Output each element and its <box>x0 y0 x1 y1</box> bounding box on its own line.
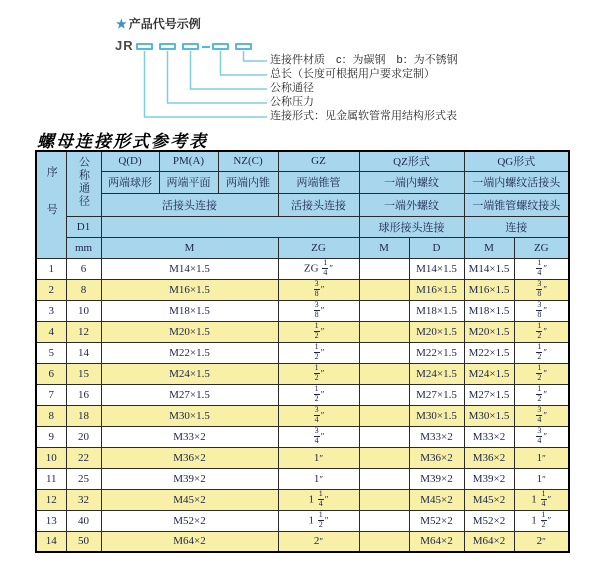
qg-zg-cell: $\frac{1}{2}$ ″ <box>514 384 569 405</box>
mm-cell: 20 <box>66 426 101 447</box>
gz-cell: ZG $\frac{1}{4}$ ″ <box>278 258 359 279</box>
mm-cell: 25 <box>66 468 101 489</box>
header-nz-sub: 两端内锥 <box>218 171 278 193</box>
mm-cell: 40 <box>66 510 101 531</box>
mm-cell: 18 <box>66 405 101 426</box>
gz-cell: $\frac{1}{2}$ ″ <box>278 363 359 384</box>
mm-cell: 14 <box>66 342 101 363</box>
qz-d-cell: M14×1.5 <box>409 258 464 279</box>
header-qg-m: M <box>464 237 514 258</box>
qz-d-cell: M16×1.5 <box>409 279 464 300</box>
gz-cell: 2″ <box>278 531 359 552</box>
qg-zg-cell: $\frac{1}{2}$ ″ <box>514 363 569 384</box>
header-mm: mm <box>66 237 101 258</box>
gz-cell: $\frac{1}{2}$ ″ <box>278 384 359 405</box>
qg-zg-cell: $\frac{1}{4}$ ″ <box>514 258 569 279</box>
qg-zg-cell: 1″ <box>514 447 569 468</box>
table-row <box>36 300 569 321</box>
m-thread-cell: M36×2 <box>101 447 278 468</box>
m-thread-cell: M24×1.5 <box>101 363 278 384</box>
qg-zg-cell: $\frac{3}{8}$ ″ <box>514 300 569 321</box>
header-col-q: Q(D) <box>101 151 159 171</box>
table-row <box>36 363 569 384</box>
seq-cell: 12 <box>36 489 66 510</box>
qg-zg-cell: $\frac{1}{2}$ ″ <box>514 342 569 363</box>
m-thread-cell: M39×2 <box>101 468 278 489</box>
qg-zg-cell: 1 $\frac{1}{2}$ ″ <box>514 510 569 531</box>
qz-d-cell: M20×1.5 <box>409 321 464 342</box>
qz-m-cell <box>359 426 409 447</box>
m-thread-cell: M18×1.5 <box>101 300 278 321</box>
gz-cell: $\frac{3}{4}$ ″ <box>278 426 359 447</box>
label-connection-form: 连接形式：见金属软管常用结构形式表 <box>270 110 457 122</box>
header-empty-cell <box>101 216 359 237</box>
header-qz-m: M <box>359 237 409 258</box>
product-code-diagram <box>0 0 600 128</box>
m-thread-cell: M16×1.5 <box>101 279 278 300</box>
qz-m-cell <box>359 342 409 363</box>
qz-m-cell <box>359 447 409 468</box>
qg-m-cell: M24×1.5 <box>464 363 514 384</box>
qz-d-cell: M45×2 <box>409 489 464 510</box>
label-nominal-pressure: 公称压力 <box>270 96 314 108</box>
qg-m-cell: M27×1.5 <box>464 384 514 405</box>
qg-zg-cell: 1 $\frac{1}{4}$ ″ <box>514 489 569 510</box>
header-col-gz: GZ <box>278 151 359 171</box>
gz-cell: 1 $\frac{1}{4}$ ″ <box>278 489 359 510</box>
mm-cell: 6 <box>66 258 101 279</box>
qg-m-cell: M52×2 <box>464 510 514 531</box>
table-row <box>36 258 569 279</box>
header-col-pm: PM(A) <box>159 151 218 171</box>
header-col-qg: QG形式 <box>464 151 569 171</box>
header-qg-connection: 连接 <box>464 216 569 237</box>
header-col-qz: QZ形式 <box>359 151 464 171</box>
qg-m-cell: M39×2 <box>464 468 514 489</box>
qz-m-cell <box>359 405 409 426</box>
gz-cell: 1 $\frac{1}{2}$ ″ <box>278 510 359 531</box>
header-q-sub: 两端球形 <box>101 171 159 193</box>
star-icon: ★ <box>116 17 127 31</box>
mm-cell: 8 <box>66 279 101 300</box>
seq-cell: 8 <box>36 405 66 426</box>
gz-cell: $\frac{1}{2}$ ″ <box>278 342 359 363</box>
table-row <box>36 279 569 300</box>
qz-m-cell <box>359 531 409 552</box>
qg-zg-cell: $\frac{3}{4}$ ″ <box>514 405 569 426</box>
qg-m-cell: M22×1.5 <box>464 342 514 363</box>
header-nominal-diameter <box>66 151 101 216</box>
m-thread-cell: M20×1.5 <box>101 321 278 342</box>
header-seq <box>36 151 66 258</box>
qz-d-cell: M27×1.5 <box>409 384 464 405</box>
qz-m-cell <box>359 468 409 489</box>
qg-zg-cell: $\frac{3}{8}$ ″ <box>514 279 569 300</box>
product-code-heading-text: 产品代号示例 <box>128 17 201 31</box>
header-qg-sub1: 一端内螺纹活接头 <box>464 171 569 193</box>
mm-cell: 16 <box>66 384 101 405</box>
qz-m-cell <box>359 510 409 531</box>
qz-d-cell: M64×2 <box>409 531 464 552</box>
mm-cell: 10 <box>66 300 101 321</box>
m-thread-cell: M14×1.5 <box>101 258 278 279</box>
reference-table <box>35 150 570 553</box>
header-zg: ZG <box>278 237 359 258</box>
header-col-nz: NZ(C) <box>218 151 278 171</box>
mm-cell: 22 <box>66 447 101 468</box>
table-row <box>36 489 569 510</box>
header-qz-sub1: 一端内螺纹 <box>359 171 464 193</box>
table-row <box>36 468 569 489</box>
mm-cell: 32 <box>66 489 101 510</box>
qg-m-cell: M16×1.5 <box>464 279 514 300</box>
qz-d-cell: M22×1.5 <box>409 342 464 363</box>
seq-cell: 7 <box>36 384 66 405</box>
header-pm-sub: 两端平面 <box>159 171 218 193</box>
qz-d-cell: M52×2 <box>409 510 464 531</box>
header-seq-text: 序号 <box>45 165 58 241</box>
seq-cell: 9 <box>36 426 66 447</box>
header-gz-sub: 两端锥管 <box>278 171 359 193</box>
header-qg-zg: ZG <box>514 237 569 258</box>
code-prefix: JR <box>115 38 134 53</box>
seq-cell: 14 <box>36 531 66 552</box>
qz-d-cell: M24×1.5 <box>409 363 464 384</box>
m-thread-cell: M33×2 <box>101 426 278 447</box>
table-row <box>36 531 569 552</box>
qg-m-cell: M30×1.5 <box>464 405 514 426</box>
qg-m-cell: M20×1.5 <box>464 321 514 342</box>
table-title: 螺母连接形式参考表 <box>37 132 208 151</box>
qg-zg-cell: $\frac{3}{4}$ ″ <box>514 426 569 447</box>
label-material: 连接件材质 c：为碳钢 b：为不锈钢 <box>270 54 458 66</box>
m-thread-cell: M64×2 <box>101 531 278 552</box>
header-gz-connection: 活接头连接 <box>278 193 359 216</box>
qz-m-cell <box>359 300 409 321</box>
mm-cell: 50 <box>66 531 101 552</box>
header-qz-d: D <box>409 237 464 258</box>
qg-m-cell: M18×1.5 <box>464 300 514 321</box>
qg-m-cell: M36×2 <box>464 447 514 468</box>
header-union-connection: 活接头连接 <box>101 193 278 216</box>
qz-m-cell <box>359 363 409 384</box>
table-row <box>36 405 569 426</box>
m-thread-cell: M52×2 <box>101 510 278 531</box>
seq-cell: 2 <box>36 279 66 300</box>
qg-m-cell: M14×1.5 <box>464 258 514 279</box>
gz-cell: $\frac{3}{8}$ ″ <box>278 279 359 300</box>
m-thread-cell: M22×1.5 <box>101 342 278 363</box>
table-row <box>36 510 569 531</box>
qz-d-cell: M39×2 <box>409 468 464 489</box>
table-header <box>36 151 569 258</box>
seq-cell: 11 <box>36 468 66 489</box>
qz-m-cell <box>359 258 409 279</box>
table-row <box>36 384 569 405</box>
gz-cell: 1″ <box>278 468 359 489</box>
header-d1: D1 <box>66 216 101 237</box>
gz-cell: $\frac{3}{4}$ ″ <box>278 405 359 426</box>
label-total-length: 总长（长度可根据用户要求定制） <box>270 68 435 80</box>
mm-cell: 15 <box>66 363 101 384</box>
qz-d-cell: M18×1.5 <box>409 300 464 321</box>
qg-m-cell: M64×2 <box>464 531 514 552</box>
mm-cell: 12 <box>66 321 101 342</box>
seq-cell: 4 <box>36 321 66 342</box>
m-thread-cell: M45×2 <box>101 489 278 510</box>
qz-m-cell <box>359 279 409 300</box>
gz-cell: $\frac{3}{8}$ ″ <box>278 300 359 321</box>
qz-d-cell: M30×1.5 <box>409 405 464 426</box>
label-nominal-diameter: 公称通径 <box>270 82 314 94</box>
m-thread-cell: M30×1.5 <box>101 405 278 426</box>
table-row <box>36 426 569 447</box>
qz-d-cell: M36×2 <box>409 447 464 468</box>
qg-m-cell: M33×2 <box>464 426 514 447</box>
qg-m-cell: M45×2 <box>464 489 514 510</box>
seq-cell: 6 <box>36 363 66 384</box>
table-row <box>36 321 569 342</box>
gz-cell: 1″ <box>278 447 359 468</box>
qg-zg-cell: $\frac{1}{2}$ ″ <box>514 321 569 342</box>
qz-m-cell <box>359 384 409 405</box>
qz-d-cell: M33×2 <box>409 426 464 447</box>
qz-m-cell <box>359 321 409 342</box>
qg-zg-cell: 2″ <box>514 531 569 552</box>
seq-cell: 13 <box>36 510 66 531</box>
seq-cell: 3 <box>36 300 66 321</box>
header-qz-sub2: 一端外螺纹 <box>359 193 464 216</box>
table-body <box>36 258 569 552</box>
table-row <box>36 342 569 363</box>
seq-cell: 5 <box>36 342 66 363</box>
seq-cell: 10 <box>36 447 66 468</box>
header-nominal-diameter-text: 公称通径 <box>77 156 90 209</box>
table-row <box>36 447 569 468</box>
seq-cell: 1 <box>36 258 66 279</box>
header-qg-sub2: 一端锥管螺纹接头 <box>464 193 569 216</box>
gz-cell: $\frac{1}{2}$ ″ <box>278 321 359 342</box>
qg-zg-cell: 1″ <box>514 468 569 489</box>
header-m: M <box>101 237 278 258</box>
m-thread-cell: M27×1.5 <box>101 384 278 405</box>
header-qz-connection: 球形接头连接 <box>359 216 464 237</box>
qz-m-cell <box>359 489 409 510</box>
